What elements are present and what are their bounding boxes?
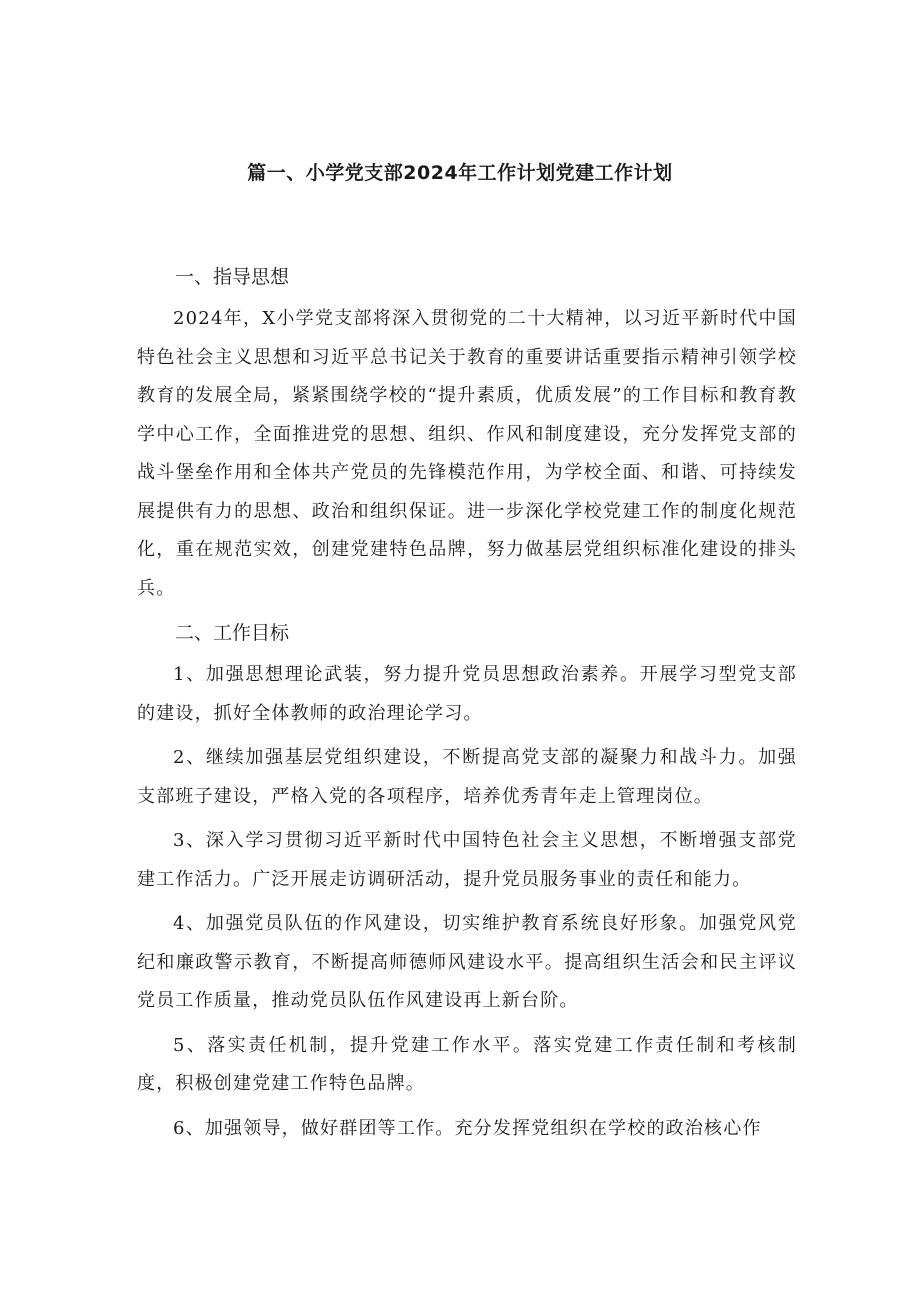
document-body xyxy=(137,258,797,1148)
goal-item-3: 3、深入学习贯彻习近平新时代中国特色社会主义思想，不断增强支部党建工作活力。广泛开展走访调研活动，提升党员服务事业的责任和能力。 xyxy=(137,830,797,890)
goal-item-4: 4、加强党员队伍的作风建设，切实维护教育系统良好形象。加强党风党纪和廉政警示教育，不断提高师德师风建设水平。提高组织生活会和民主评议党员工作质量，推动党员队伍作风建设再上新台阶。 xyxy=(137,913,797,1011)
document-title: 篇一、小学党支部2024年工作计划党建工作计划 xyxy=(247,162,673,184)
goal-item-2: 2、继续加强基层党组织建设，不断提高党支部的凝聚力和战斗力。加强支部班子建设，严格入党的各项程序，培养优秀青年走上管理岗位。 xyxy=(137,747,797,807)
section-heading-guiding-thought: 一、指导思想 xyxy=(175,266,290,288)
goal-item-1: 1、加强思想理论武装，努力提升党员思想政治素养。开展学习型党支部的建设，抓好全体教师的政治理论学习。 xyxy=(137,664,797,724)
goal-item-6: 6、加强领导，做好群团等工作。充分发挥党组织在学校的政治核心作 xyxy=(173,1117,762,1139)
goal-item-5: 5、落实责任机制，提升党建工作水平。落实党建工作责任制和考核制度，积极创建党建工作特色品牌。 xyxy=(137,1034,797,1094)
section-heading-work-goals: 二、工作目标 xyxy=(175,622,290,644)
paragraph-guiding-thought: 2024年，X小学党支部将深入贯彻党的二十大精神，以习近平新时代中国特色社会主义思想和习近平总书记关于教育的重要讲话重要指示精神引领学校教育的发展全局，紧紧围绕学校的“提升素质，优质发展”的工作目标和教育教学中心工作，全面推进党的思想、组织、作风和制度建设，充分发挥党支部的战斗堡垒作用和全体共产党员的先锋模范作用，为学校全面、和谐、可持续发展提供有力的思想、政治和组织保证。进一步深化学校党建工作的制度化规范化，重在规范实效，创建党建特色品牌，努力做基层党组织标准化建设的排头兵。 xyxy=(137,308,797,599)
